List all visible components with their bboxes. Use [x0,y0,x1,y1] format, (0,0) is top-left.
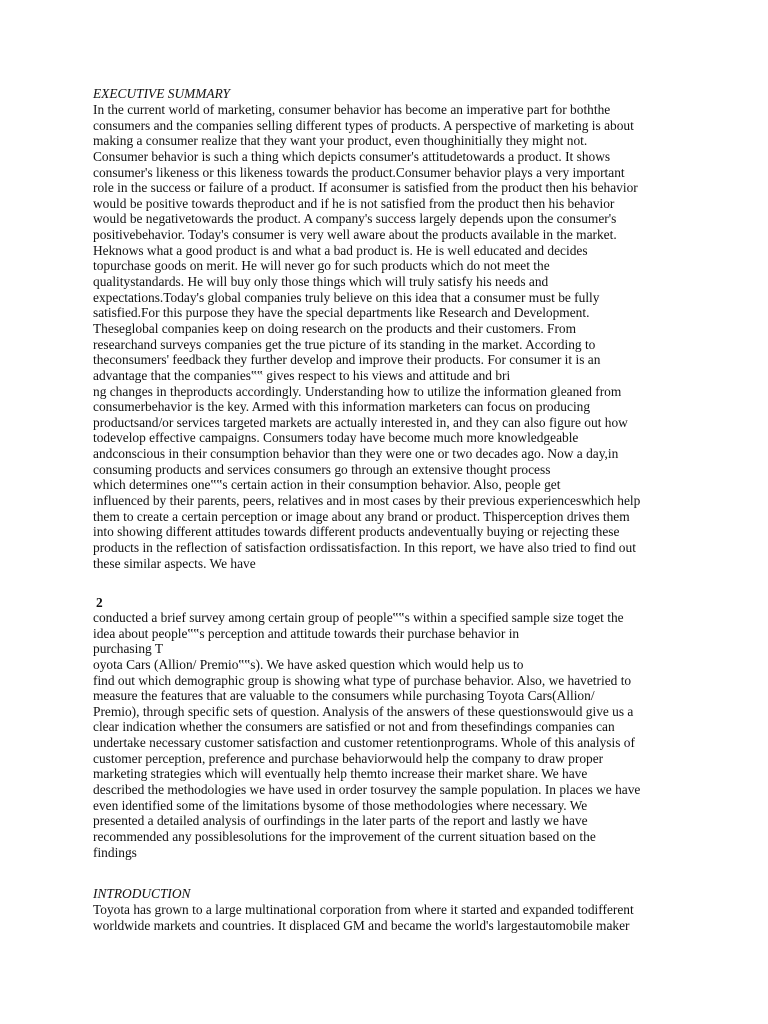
body-line: consumers and the companies selling different types of products. A perspective of marketing is about [93,117,634,133]
body-line: into showing different attitudes towards different products andeventually buying or rejecting these [93,524,620,540]
continuation-body [93,610,753,860]
body-line: satisfied.For this purpose they have the special departments like Research and Development. [93,305,590,321]
body-line: topurchase goods on merit. He will never go for such products which do not meet the [93,258,550,274]
body-line: researchand surveys companies get the true picture of its standing in the market. According to [93,336,596,352]
body-line: even identified some of the limitations bysome of those methodologies where necessary. We [93,797,588,813]
body-line: conducted a brief survey among certain group of people‟‟s within a specified sample size toget the [93,610,624,625]
body-line: expectations.Today's global companies truly believe on this idea that a consumer must be fully [93,289,600,305]
body-line: marketing strategies which will eventually help themto increase their market share. We have [93,766,588,782]
body-line: andconscious in their consumption behavior than they were one or two decades ago. Now a day,in [93,446,619,462]
body-line: purchasing T [93,641,164,657]
body-line: described the methodologies we have used in order tosurvey the sample population. In places we have [93,782,641,798]
page-number: 2 [96,595,103,610]
body-line: Toyota has grown to a large multinational corporation from where it started and expanded todifferent [93,902,634,917]
body-line: role in the success or failure of a product. If aconsumer is satisfied from the product then his behavior [93,180,638,196]
body-line: find out which demographic group is showing what type of purchase behavior. Also, we havetried to [93,672,632,688]
body-line: todevelop effective campaigns. Consumers today have become much more knowledgeable [93,430,579,446]
body-line: Premio), through specific sets of question. Analysis of the answers of these questionswould give us a [93,703,634,719]
body-line: undertake necessary customer satisfaction and customer retentionprograms. Whole of this analysis of [93,735,635,751]
body-line: Heknows what a good product is and what a bad product is. He is well educated and decides [93,242,588,258]
executive-summary-body [93,102,753,571]
body-line: productsand/or services targeted markets are actually interested in, and they can also figure out how [93,414,628,430]
body-line: making a consumer realize that they want your product, even thoughinitially they might not. [93,133,588,149]
body-line: them to create a certain perception or image about any brand or product. Thisperception drives them [93,508,630,524]
body-line: would be negativetowards the product. A company's success largely depends upon the consumer's [93,211,617,227]
body-line: which determines one‟‟s certain action in their consumption behavior. Also, people get [93,477,561,493]
body-line: presented a detailed analysis of ourfindings in the later parts of the report and lastly we have [93,813,588,829]
body-line: consumer's likeness or this likeness towards the product.Consumer behavior plays a very important [93,164,625,180]
body-line: would be positive towards theproduct and if he is not satisfied from the product then his behavior [93,195,615,211]
executive-summary-heading: EXECUTIVE SUMMARY [93,86,230,101]
body-line: Theseglobal companies keep on doing research on the products and their customers. From [93,320,577,336]
introduction-heading: INTRODUCTION [93,886,191,901]
body-line: advantage that the companies‟‟ gives respect to his views and attitude and bri [93,367,511,383]
body-line: influenced by their parents, peers, relatives and in most cases by their previous experienceswhich help [93,493,641,509]
body-line: clear indication whether the consumers are satisfied or not and from thesefindings companies can [93,719,615,735]
body-line: recommended any possiblesolutions for the improvement of the current situation based on the [93,828,596,844]
body-line: customer perception, preference and purchase behaviorwould help the company to draw proper [93,750,604,766]
body-line: findings [93,844,137,860]
body-line: oyota Cars (Allion/ Premio‟‟s). We have asked question which would help us to [93,656,524,672]
body-line: theconsumers' feedback they further develop and improve their products. For consumer it is an [93,352,601,368]
introduction-body [93,902,753,933]
body-line: In the current world of marketing, consumer behavior has become an imperative part for boththe [93,102,611,117]
body-line: ng changes in theproducts accordingly. Understanding how to utilize the information gleaned from [93,383,622,399]
body-line: qualitystandards. He will buy only those things which will truly satisfy his needs and [93,274,549,290]
body-line: positivebehavior. Today's consumer is very well aware about the products available in the market. [93,227,617,243]
body-line: consuming products and services consumers go through an extensive thought process [93,461,551,477]
body-line: idea about people‟‟s perception and attitude towards their purchase behavior in [93,625,520,641]
body-line: consumerbehavior is the key. Armed with this information marketers can focus on producing [93,399,591,415]
body-line: these similar aspects. We have [93,555,256,571]
body-line: Consumer behavior is such a thing which depicts consumer's attitudetowards a product. It shows [93,148,611,164]
body-line: measure the features that are valuable to the consumers while purchasing Toyota Cars(Allion/ [93,688,595,704]
body-line: worldwide markets and countries. It displaced GM and became the world's largestautomobile maker [93,917,630,933]
body-line: products in the reflection of satisfaction ordissatisfaction. In this report, we have also tried to find out [93,539,636,555]
